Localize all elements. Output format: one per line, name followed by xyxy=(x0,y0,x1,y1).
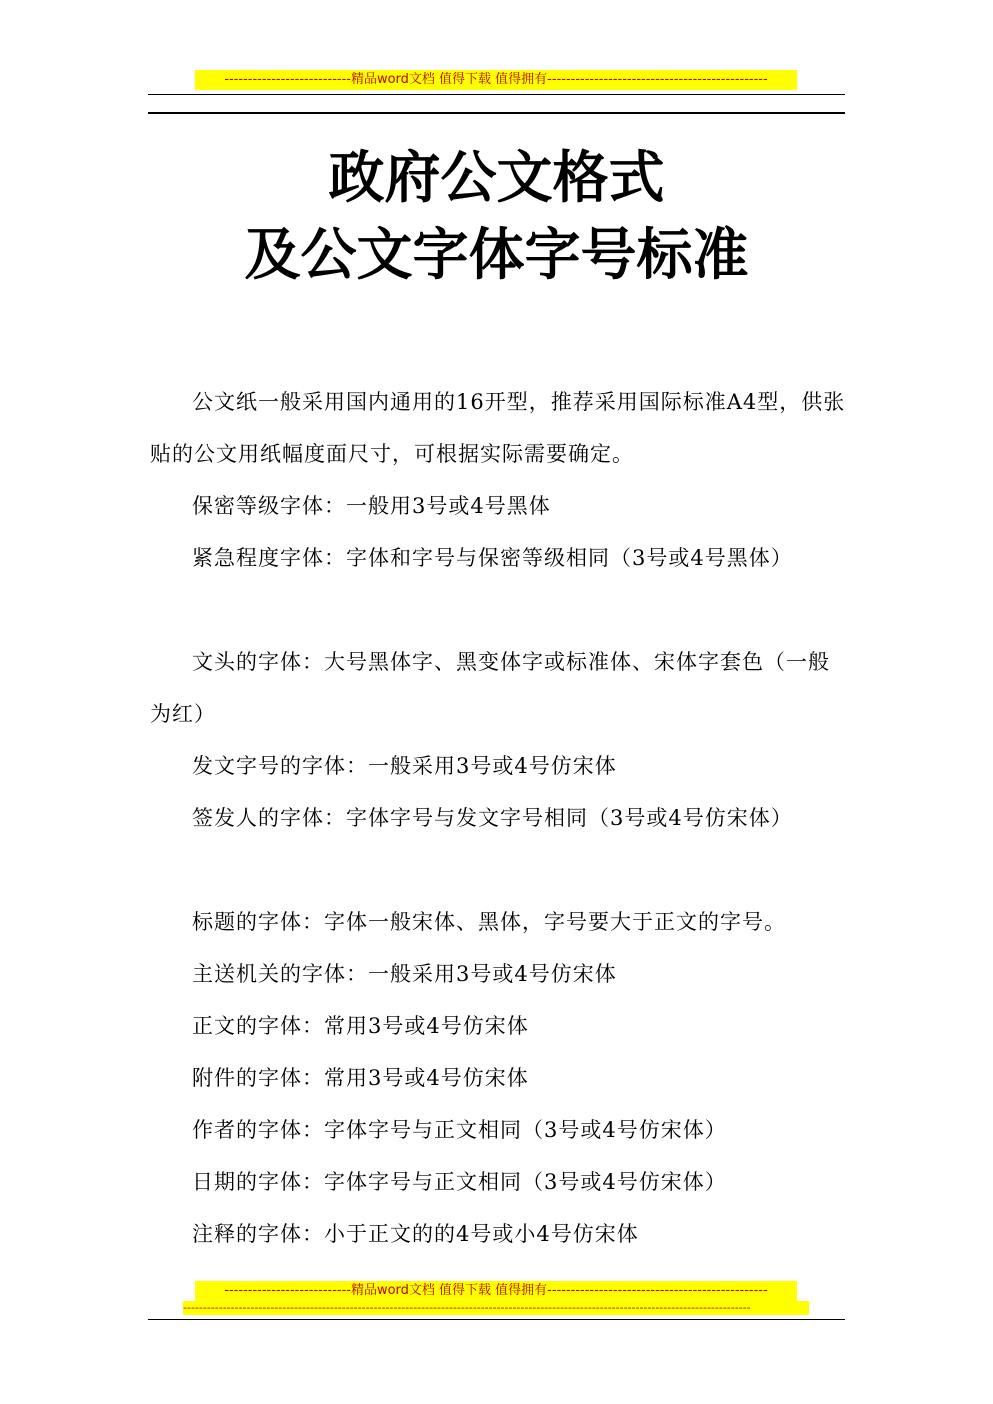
footer-rule xyxy=(148,1319,845,1320)
paragraph: 公文纸一般采用国内通用的16开型，推荐采用国际标准A4型，供张贴的公文用纸幅度面尺寸，可根据实际需要确定。 xyxy=(150,390,846,466)
paragraph: 保密等级字体：一般用3号或4号黑体 xyxy=(192,494,551,518)
paragraph: 标题的字体：字体一般宋体、黑体，字号要大于正文的字号。 xyxy=(192,910,786,934)
paragraph: 日期的字体：字体字号与正文相同（3号或4号仿宋体） xyxy=(192,1170,727,1194)
header-rule-thin xyxy=(148,94,845,95)
document-body xyxy=(150,376,850,1260)
paragraph: 发文字号的字体：一般采用3号或4号仿宋体 xyxy=(192,754,617,778)
footer-banner: ---------------------------精品word文档 值得下载 值得拥有----------------------------------------------- xyxy=(195,1281,797,1301)
paragraph: 紧急程度字体：字体和字号与保密等级相同（3号或4号黑体） xyxy=(192,546,793,570)
paragraph: 注释的字体：小于正文的的4号或小4号仿宋体 xyxy=(192,1222,639,1246)
paragraph: 签发人的字体：字体字号与发文字号相同（3号或4号仿宋体） xyxy=(192,806,793,830)
paragraph: 附件的字体：常用3号或4号仿宋体 xyxy=(192,1066,529,1090)
document-title-line-2: 及公文字体字号标准 xyxy=(244,223,749,288)
header-banner: ---------------------------精品word文档 值得下载 值得拥有----------------------------------------------- xyxy=(195,70,797,90)
paragraph: 作者的字体：字体字号与正文相同（3号或4号仿宋体） xyxy=(192,1118,727,1142)
footer-banner-dashes: ----------------------------------------------------------------------------------------------------------------------------------------------- xyxy=(183,1301,809,1315)
paragraph: 正文的字体：常用3号或4号仿宋体 xyxy=(192,1014,529,1038)
header-rule-thick xyxy=(148,112,845,114)
document-title-line-1: 政府公文格式 xyxy=(328,146,665,211)
paragraph: 主送机关的字体：一般采用3号或4号仿宋体 xyxy=(192,962,617,986)
paragraph: 文头的字体：大号黑体字、黑变体字或标准体、宋体字套色（一般为红） xyxy=(150,650,830,726)
